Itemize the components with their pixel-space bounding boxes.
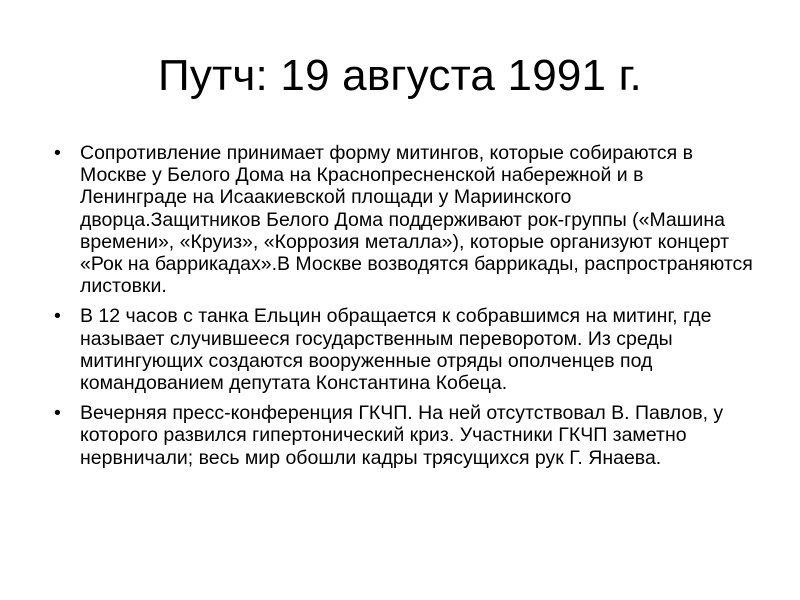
bullet-text: Сопротивление принимает форму митингов, которые собираются в Москве у Белого Дома на Краснопресненской набережной и в Ленинграде на Исаакиевской площади у Мариинского дворца.Защитников Белого Дома поддерживают рок-группы («Машина времени», «Круиз», «Коррозия металла»), которые организуют концерт «Рок на баррикадах».В Москве возводятся баррикады, распространяются листовки.	[80, 142, 753, 298]
bullet-item	[54, 305, 754, 394]
bullet-icon: •	[54, 402, 61, 425]
bullet-text: В 12 часов с танка Ельцин обращается к собравшимся на митинг, где называет случившееся государственным переворотом. Из среды митингующих создаются вооруженные отряды ополченцев под командованием депутата Константина Кобеца.	[80, 305, 712, 395]
bullet-icon: •	[54, 305, 61, 328]
bullet-item	[54, 402, 754, 469]
bullet-item	[54, 142, 754, 297]
bullet-icon: •	[54, 142, 61, 164]
bullet-text: Вечерняя пресс-конференция ГКЧП. На ней отсутствовал В. Павлов, у которого развился гипертонический криз. Участники ГКЧП заметно нервничали; весь мир обошли кадры трясущихся рук Г. Янаева.	[80, 402, 724, 469]
slide-title: Путч: 19 августа 1991 г.	[158, 51, 642, 100]
bullet-list	[54, 142, 754, 477]
